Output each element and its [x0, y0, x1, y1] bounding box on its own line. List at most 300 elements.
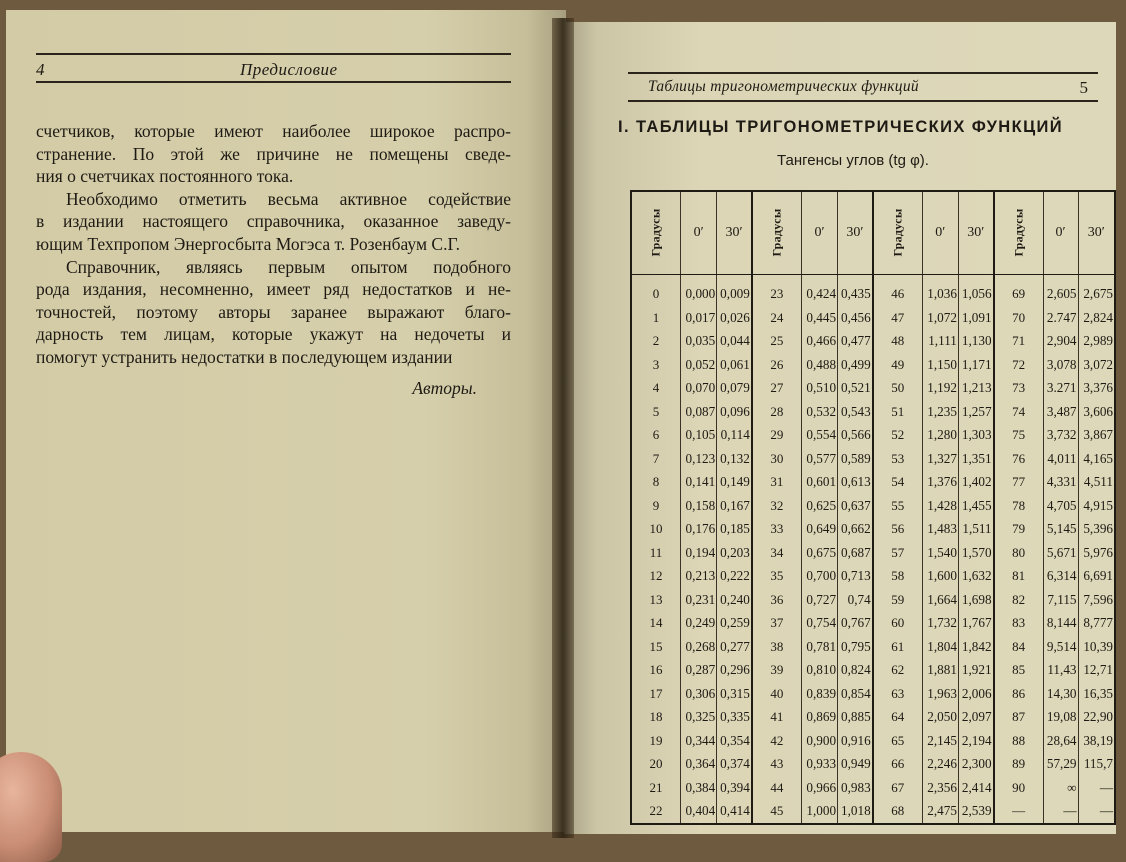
tan-0-cell: 0,601: [801, 471, 837, 495]
tan-30-cell: 0,132: [717, 447, 752, 471]
tan-30-cell: 0,335: [717, 706, 752, 730]
minutes-0-header: 0′: [1043, 191, 1078, 275]
table-header-row: [631, 191, 1115, 275]
tan-0-cell: 2,050: [922, 706, 958, 730]
tan-30-cell: 0,824: [838, 659, 873, 683]
degree-cell: 48: [873, 330, 923, 354]
table-row: [631, 588, 1115, 612]
degree-cell: 68: [873, 800, 923, 825]
degree-cell: 39: [752, 659, 802, 683]
tan-0-cell: 0,424: [801, 275, 837, 307]
tan-30-cell: 0,477: [838, 330, 873, 354]
tan-0-cell: 2,475: [922, 800, 958, 825]
tan-30-cell: 0,687: [838, 541, 873, 565]
degree-cell: 28: [752, 400, 802, 424]
tan-30-cell: 1,402: [958, 471, 993, 495]
degree-cell: 55: [873, 494, 923, 518]
tan-0-cell: 1,963: [922, 682, 958, 706]
minutes-0-header: 0′: [681, 191, 717, 275]
tan-0-cell: 0,700: [801, 565, 837, 589]
tan-0-cell: 0,727: [801, 588, 837, 612]
degree-cell: 1: [631, 306, 681, 330]
degree-cell: 49: [873, 353, 923, 377]
table-row: [631, 776, 1115, 800]
tan-0-cell: 0,035: [681, 330, 717, 354]
degree-cell: 85: [994, 659, 1044, 683]
tan-0-cell: 1,072: [922, 306, 958, 330]
tan-30-cell: 4,165: [1078, 447, 1115, 471]
degree-cell: 73: [994, 377, 1044, 401]
degree-cell: 63: [873, 682, 923, 706]
degree-cell: 15: [631, 635, 681, 659]
tan-0-cell: 57,29: [1043, 753, 1078, 777]
preface-line: в издании настоящего справочника, оказанное заведу-: [36, 211, 511, 232]
degree-cell: 59: [873, 588, 923, 612]
left-top-rule: [36, 53, 511, 55]
tan-30-cell: 3,606: [1078, 400, 1115, 424]
preface-line: ющим Техпропом Энергосбыта Могэса т. Розенбаум С.Г.: [36, 233, 460, 254]
tan-30-cell: 0,983: [838, 776, 873, 800]
tan-30-cell: 0,885: [838, 706, 873, 730]
tan-0-cell: 2,145: [922, 729, 958, 753]
table-row: [631, 635, 1115, 659]
degree-cell: 26: [752, 353, 802, 377]
table-row: [631, 424, 1115, 448]
degree-cell: 37: [752, 612, 802, 636]
tan-30-cell: 0,061: [717, 353, 752, 377]
tan-0-cell: 0,141: [681, 471, 717, 495]
degree-cell: 16: [631, 659, 681, 683]
tan-0-cell: 2,904: [1043, 330, 1078, 354]
tan-30-cell: 1,351: [958, 447, 993, 471]
minutes-0-header: 0′: [801, 191, 837, 275]
table-row: [631, 353, 1115, 377]
degree-cell: 44: [752, 776, 802, 800]
tan-0-cell: 0,933: [801, 753, 837, 777]
degree-cell: 9: [631, 494, 681, 518]
tan-0-cell: 0,052: [681, 353, 717, 377]
tan-30-cell: 0,499: [838, 353, 873, 377]
tan-30-cell: 0,114: [717, 424, 752, 448]
degree-cell: 45: [752, 800, 802, 825]
tan-30-cell: 0,009: [717, 275, 752, 307]
table-row: [631, 729, 1115, 753]
degree-cell: 54: [873, 471, 923, 495]
tan-30-cell: 0,222: [717, 565, 752, 589]
tan-30-cell: 1,091: [958, 306, 993, 330]
tan-0-cell: 1,327: [922, 447, 958, 471]
tan-30-cell: 0,259: [717, 612, 752, 636]
holding-thumb: [0, 752, 62, 862]
tan-0-cell: 1,036: [922, 275, 958, 307]
tan-30-cell: 0,203: [717, 541, 752, 565]
degree-cell: 69: [994, 275, 1044, 307]
tan-30-cell: 38,19: [1078, 729, 1115, 753]
degree-cell: 90: [994, 776, 1044, 800]
tan-0-cell: 1,483: [922, 518, 958, 542]
tan-30-cell: 7,596: [1078, 588, 1115, 612]
tan-0-cell: 3,487: [1043, 400, 1078, 424]
degree-cell: 58: [873, 565, 923, 589]
degree-cell: 0: [631, 275, 681, 307]
tan-0-cell: 0,158: [681, 494, 717, 518]
tan-0-cell: 0,510: [801, 377, 837, 401]
tan-30-cell: 0,713: [838, 565, 873, 589]
degree-cell: 88: [994, 729, 1044, 753]
degree-cell: 4: [631, 377, 681, 401]
tan-0-cell: 4,705: [1043, 494, 1078, 518]
right-running-title: Таблицы тригонометрических функций: [648, 78, 919, 95]
degree-cell: —: [994, 800, 1044, 825]
tan-0-cell: 0,675: [801, 541, 837, 565]
degree-cell: 33: [752, 518, 802, 542]
tan-0-cell: 0,810: [801, 659, 837, 683]
table-row: [631, 565, 1115, 589]
tan-0-cell: 2,605: [1043, 275, 1078, 307]
tan-30-cell: 6,691: [1078, 565, 1115, 589]
tan-30-cell: 0,167: [717, 494, 752, 518]
tan-0-cell: 0,577: [801, 447, 837, 471]
tan-0-cell: 0,231: [681, 588, 717, 612]
degrees-header: [631, 191, 681, 275]
tan-30-cell: 4,915: [1078, 494, 1115, 518]
right-running-head: [626, 78, 1096, 100]
degree-cell: 89: [994, 753, 1044, 777]
table-row: [631, 659, 1115, 683]
tan-30-cell: 2,824: [1078, 306, 1115, 330]
tan-0-cell: 0,213: [681, 565, 717, 589]
preface-line: дарность тем лицам, которые укажут на недочеты и: [36, 324, 511, 345]
tan-0-cell: 0,404: [681, 800, 717, 825]
tan-0-cell: 0,781: [801, 635, 837, 659]
left-page: [6, 10, 566, 832]
degree-cell: 20: [631, 753, 681, 777]
tan-30-cell: 0,521: [838, 377, 873, 401]
tan-30-cell: 2,539: [958, 800, 993, 825]
tan-30-cell: 0,613: [838, 471, 873, 495]
tan-30-cell: 5,396: [1078, 518, 1115, 542]
degree-cell: 66: [873, 753, 923, 777]
tan-0-cell: —: [1043, 800, 1078, 825]
tan-0-cell: 1,540: [922, 541, 958, 565]
minutes-30-header: 30′: [838, 191, 873, 275]
tan-0-cell: 0,554: [801, 424, 837, 448]
degrees-header: [752, 191, 802, 275]
tan-0-cell: 0,344: [681, 729, 717, 753]
tan-0-cell: 3.271: [1043, 377, 1078, 401]
tan-30-cell: 0,795: [838, 635, 873, 659]
tan-30-cell: 1,698: [958, 588, 993, 612]
tan-30-cell: 3,376: [1078, 377, 1115, 401]
tan-0-cell: 0,445: [801, 306, 837, 330]
degree-cell: 67: [873, 776, 923, 800]
left-page-number: 4: [36, 60, 45, 79]
degrees-header-label: Градусы: [1011, 208, 1026, 257]
degrees-header-label: Градусы: [769, 208, 784, 257]
tan-0-cell: 0,900: [801, 729, 837, 753]
tan-0-cell: 1,280: [922, 424, 958, 448]
tan-0-cell: 7,115: [1043, 588, 1078, 612]
left-head-rule: [36, 81, 511, 83]
tan-30-cell: 2,006: [958, 682, 993, 706]
tan-30-cell: 0,277: [717, 635, 752, 659]
preface-line: рода издания, несомненно, имеет ряд недостатков и не-: [36, 279, 511, 300]
degree-cell: 52: [873, 424, 923, 448]
tan-0-cell: 0,532: [801, 400, 837, 424]
tan-30-cell: 12,71: [1078, 659, 1115, 683]
tan-30-cell: 2,414: [958, 776, 993, 800]
tan-30-cell: 0,296: [717, 659, 752, 683]
tan-0-cell: 1,235: [922, 400, 958, 424]
degree-cell: 25: [752, 330, 802, 354]
table-row: [631, 471, 1115, 495]
preface-text: [36, 120, 511, 399]
tan-0-cell: 14,30: [1043, 682, 1078, 706]
minutes-30-header: 30′: [717, 191, 752, 275]
tan-30-cell: 0,74: [838, 588, 873, 612]
degree-cell: 14: [631, 612, 681, 636]
tan-0-cell: 0,176: [681, 518, 717, 542]
tan-0-cell: 0,123: [681, 447, 717, 471]
degree-cell: 8: [631, 471, 681, 495]
tan-30-cell: 5,976: [1078, 541, 1115, 565]
tan-30-cell: 0,096: [717, 400, 752, 424]
tan-30-cell: 0,044: [717, 330, 752, 354]
tan-30-cell: 3,867: [1078, 424, 1115, 448]
table-row: [631, 612, 1115, 636]
tan-0-cell: 0,839: [801, 682, 837, 706]
right-page-number: 5: [1079, 78, 1088, 97]
tan-0-cell: 0,466: [801, 330, 837, 354]
tan-0-cell: 3,078: [1043, 353, 1078, 377]
tan-30-cell: 0,026: [717, 306, 752, 330]
degree-cell: 64: [873, 706, 923, 730]
tan-0-cell: 0,488: [801, 353, 837, 377]
tan-0-cell: 1,192: [922, 377, 958, 401]
preface-paragraph-2: [36, 188, 511, 256]
tan-0-cell: 1,664: [922, 588, 958, 612]
tan-0-cell: 5,145: [1043, 518, 1078, 542]
tan-30-cell: 1,056: [958, 275, 993, 307]
table-row: [631, 275, 1115, 307]
tan-30-cell: 10,39: [1078, 635, 1115, 659]
tan-0-cell: 4,011: [1043, 447, 1078, 471]
tan-0-cell: 8,144: [1043, 612, 1078, 636]
tan-0-cell: 11,43: [1043, 659, 1078, 683]
section-title: I. ТАБЛИЦЫ ТРИГОНОМЕТРИЧЕСКИХ ФУНКЦИЙ: [618, 118, 1064, 136]
tan-0-cell: 28,64: [1043, 729, 1078, 753]
tan-30-cell: 2,194: [958, 729, 993, 753]
tan-30-cell: 16,35: [1078, 682, 1115, 706]
degree-cell: 47: [873, 306, 923, 330]
degree-cell: 76: [994, 447, 1044, 471]
degree-cell: 46: [873, 275, 923, 307]
tan-30-cell: 2,989: [1078, 330, 1115, 354]
degree-cell: 56: [873, 518, 923, 542]
tan-0-cell: 0,649: [801, 518, 837, 542]
tan-30-cell: 22,90: [1078, 706, 1115, 730]
degree-cell: 17: [631, 682, 681, 706]
degree-cell: 82: [994, 588, 1044, 612]
degree-cell: 53: [873, 447, 923, 471]
tan-0-cell: 1,150: [922, 353, 958, 377]
tan-30-cell: 0,149: [717, 471, 752, 495]
degree-cell: 50: [873, 377, 923, 401]
degree-cell: 43: [752, 753, 802, 777]
tan-30-cell: 1,921: [958, 659, 993, 683]
tan-30-cell: 2,097: [958, 706, 993, 730]
degree-cell: 51: [873, 400, 923, 424]
tan-0-cell: 0,364: [681, 753, 717, 777]
degree-cell: 81: [994, 565, 1044, 589]
preface-line: Справочник, являясь первым опытом подобного: [66, 256, 511, 277]
degree-cell: 86: [994, 682, 1044, 706]
tan-0-cell: 0,000: [681, 275, 717, 307]
tan-0-cell: 0,105: [681, 424, 717, 448]
tan-30-cell: 0,916: [838, 729, 873, 753]
degree-cell: 60: [873, 612, 923, 636]
degree-cell: 72: [994, 353, 1044, 377]
degree-cell: 19: [631, 729, 681, 753]
tan-30-cell: 1,511: [958, 518, 993, 542]
tan-0-cell: 0,625: [801, 494, 837, 518]
minutes-0-header: 0′: [922, 191, 958, 275]
tan-30-cell: 0,854: [838, 682, 873, 706]
degrees-header: [873, 191, 923, 275]
tan-0-cell: 0,754: [801, 612, 837, 636]
tan-30-cell: 1,632: [958, 565, 993, 589]
degree-cell: 71: [994, 330, 1044, 354]
minutes-30-header: 30′: [958, 191, 993, 275]
minutes-30-header: 30′: [1078, 191, 1115, 275]
right-top-rule: [628, 72, 1098, 74]
tan-0-cell: 1,881: [922, 659, 958, 683]
preface-line: ния о счетчиках постоянного тока.: [36, 166, 294, 187]
tan-30-cell: 1,767: [958, 612, 993, 636]
left-running-title: Предисловие: [240, 60, 338, 79]
degree-cell: 5: [631, 400, 681, 424]
table-caption: Тангенсы углов (tg φ).: [777, 152, 929, 169]
tan-30-cell: 0,456: [838, 306, 873, 330]
tan-30-cell: 0,662: [838, 518, 873, 542]
degree-cell: 78: [994, 494, 1044, 518]
degree-cell: 27: [752, 377, 802, 401]
degree-cell: 29: [752, 424, 802, 448]
tan-0-cell: 2,356: [922, 776, 958, 800]
tan-0-cell: 0,087: [681, 400, 717, 424]
degree-cell: 57: [873, 541, 923, 565]
tan-0-cell: 0,268: [681, 635, 717, 659]
tan-30-cell: 0,767: [838, 612, 873, 636]
tan-0-cell: 0,017: [681, 306, 717, 330]
degree-cell: 24: [752, 306, 802, 330]
tan-30-cell: 2,675: [1078, 275, 1115, 307]
table-row: [631, 518, 1115, 542]
tan-0-cell: 1,376: [922, 471, 958, 495]
tan-30-cell: 1,171: [958, 353, 993, 377]
degrees-header: [994, 191, 1044, 275]
left-running-head: [6, 60, 506, 82]
tan-30-cell: 1,257: [958, 400, 993, 424]
tan-30-cell: 115,7: [1078, 753, 1115, 777]
tan-0-cell: 6,314: [1043, 565, 1078, 589]
tan-30-cell: 0,637: [838, 494, 873, 518]
degree-cell: 7: [631, 447, 681, 471]
degree-cell: 41: [752, 706, 802, 730]
right-head-rule: [628, 100, 1098, 102]
preface-line: точностей, поэтому авторы заранее выражают благо-: [36, 301, 511, 322]
tan-30-cell: 0,079: [717, 377, 752, 401]
degree-cell: 77: [994, 471, 1044, 495]
degree-cell: 79: [994, 518, 1044, 542]
tan-0-cell: 1,804: [922, 635, 958, 659]
degree-cell: 80: [994, 541, 1044, 565]
degree-cell: 22: [631, 800, 681, 825]
tan-30-cell: 0,589: [838, 447, 873, 471]
degree-cell: 75: [994, 424, 1044, 448]
tan-30-cell: 1,130: [958, 330, 993, 354]
tan-0-cell: ∞: [1043, 776, 1078, 800]
tan-30-cell: 1,018: [838, 800, 873, 825]
degree-cell: 87: [994, 706, 1044, 730]
tan-0-cell: 1,600: [922, 565, 958, 589]
degree-cell: 32: [752, 494, 802, 518]
degree-cell: 83: [994, 612, 1044, 636]
tan-30-cell: —: [1078, 776, 1115, 800]
tan-0-cell: 4,331: [1043, 471, 1078, 495]
degree-cell: 31: [752, 471, 802, 495]
degree-cell: 23: [752, 275, 802, 307]
table-row: [631, 330, 1115, 354]
tan-0-cell: 0,287: [681, 659, 717, 683]
degree-cell: 34: [752, 541, 802, 565]
book-gutter: [552, 18, 574, 838]
degree-cell: 84: [994, 635, 1044, 659]
table-row: [631, 753, 1115, 777]
degree-cell: 38: [752, 635, 802, 659]
degree-cell: 10: [631, 518, 681, 542]
tangent-table: [630, 190, 1116, 825]
tan-0-cell: 19,08: [1043, 706, 1078, 730]
degree-cell: 21: [631, 776, 681, 800]
tan-30-cell: 8,777: [1078, 612, 1115, 636]
tan-0-cell: 3,732: [1043, 424, 1078, 448]
tan-0-cell: 0,306: [681, 682, 717, 706]
tan-30-cell: 1,842: [958, 635, 993, 659]
table-row: [631, 306, 1115, 330]
degrees-header-label: Градусы: [890, 208, 905, 257]
tan-0-cell: 1,111: [922, 330, 958, 354]
degrees-header-label: Градусы: [648, 208, 663, 257]
tan-0-cell: 0,070: [681, 377, 717, 401]
degree-cell: 12: [631, 565, 681, 589]
tan-30-cell: 1,303: [958, 424, 993, 448]
degree-cell: 62: [873, 659, 923, 683]
tan-0-cell: 0,194: [681, 541, 717, 565]
tan-0-cell: 1,428: [922, 494, 958, 518]
degree-cell: 70: [994, 306, 1044, 330]
table-row: [631, 400, 1115, 424]
tan-0-cell: 0,325: [681, 706, 717, 730]
table-row: [631, 800, 1115, 825]
table-body: [631, 275, 1115, 825]
degree-cell: 30: [752, 447, 802, 471]
preface-paragraph-3: [36, 256, 511, 369]
table-row: [631, 541, 1115, 565]
preface-line: странение. По этой же причине не помещены сведе-: [36, 143, 511, 164]
degree-cell: 74: [994, 400, 1044, 424]
degree-cell: 35: [752, 565, 802, 589]
